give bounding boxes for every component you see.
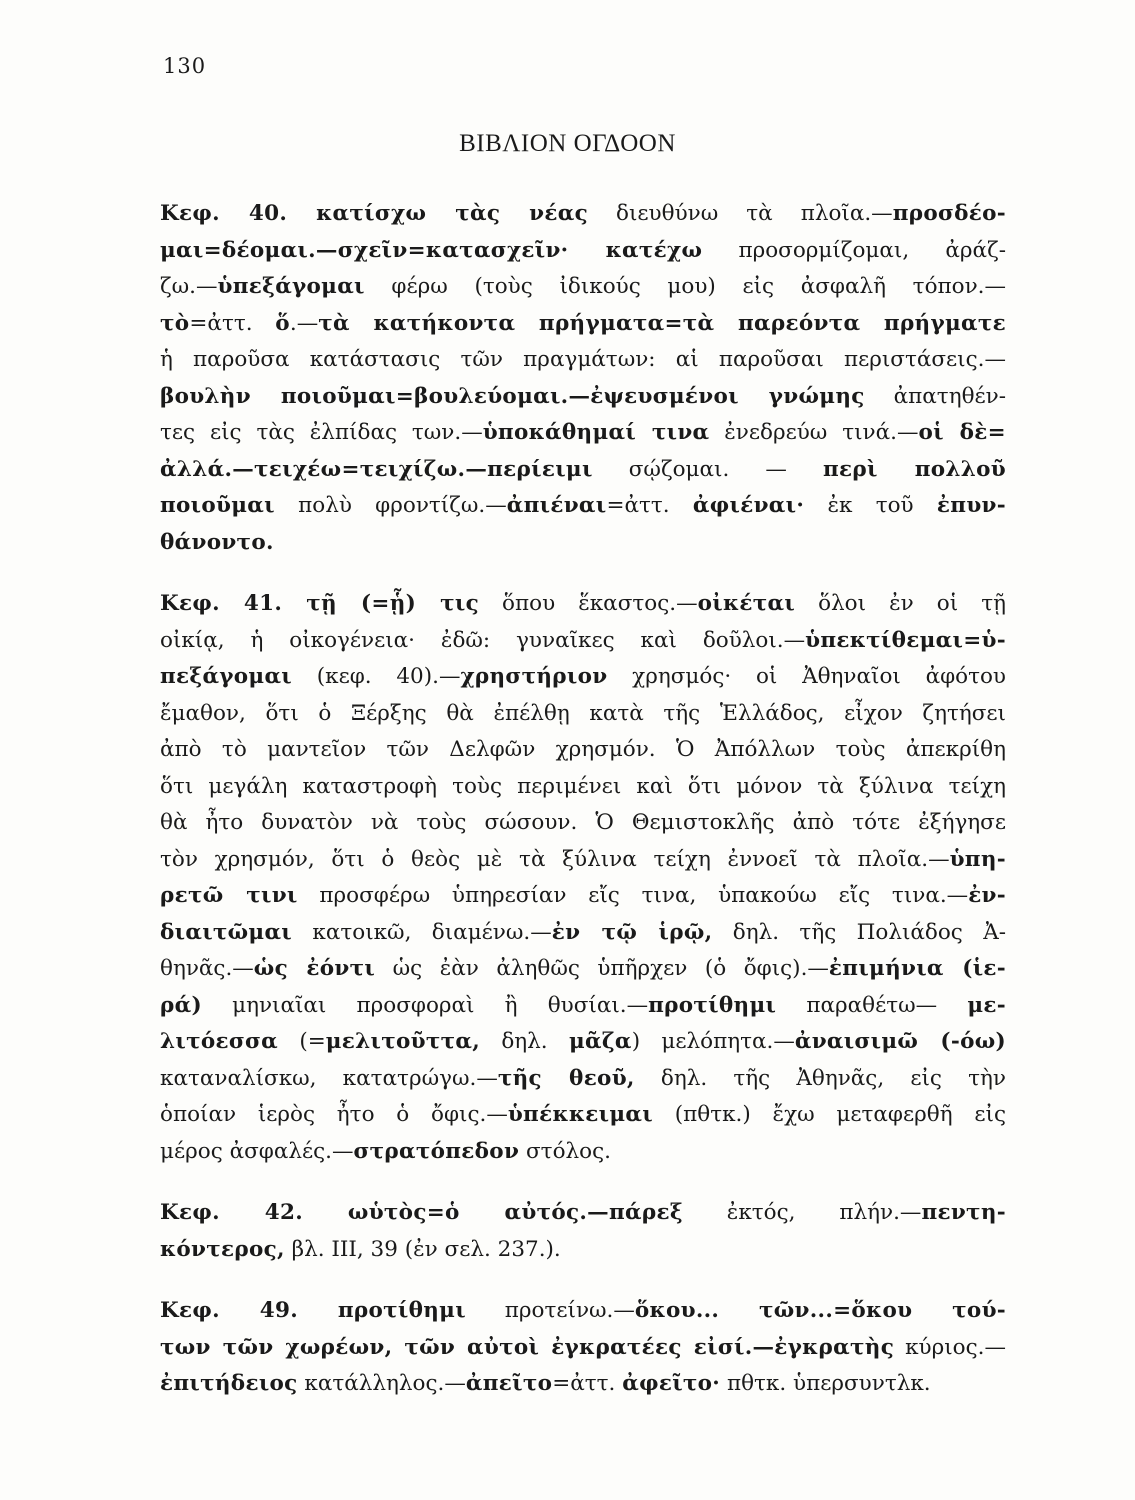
text-line [160,342,1006,379]
text-line [160,1097,1006,1134]
lemma: στρατόπεδον [353,1138,520,1164]
gloss: (πθτκ.) ἔχω μεταφερθῆ εἰς [652,1102,1006,1127]
lemma: Κεφ. 42. ωὑτὸς=ὁ αὐτός.—πάρεξ [160,1200,683,1225]
gloss: δηλ. [480,1029,569,1054]
gloss: κατοικῶ, διαμένω.— [292,919,552,945]
lemma: πεξάγομαι [160,664,293,689]
text-line [160,452,1006,489]
text-line [160,233,1006,270]
gloss: ὡς ἐὰν ἀληθῶς ὑπῆρχεν (ὁ ὄφις).— [375,956,829,981]
text-line [160,842,1006,879]
text-line [160,1330,1006,1367]
gloss: =ἀττ. [552,1371,623,1396]
lemma: ἀναισιμῶ (-όω) [794,1029,1006,1054]
gloss: προσφέρω ὑπηρεσίαν εἴς τινα, ὑπακούω εἴς τινα.— [297,883,969,908]
lemma: τῆς θεοῦ, [497,1065,635,1091]
lemma: ἐπιμήνια (ἱε- [828,956,1006,981]
lemma: ἀπεῖτο [465,1371,553,1396]
gloss: δηλ. τῆς Ἀθηνᾶς, εἰς τὴν [634,1065,1006,1091]
lemma: ρετῶ τινι [160,883,298,908]
lemma: προτίθημι [648,992,777,1018]
chapter-section [160,1195,1006,1268]
gloss: διευθύνω τὰ πλοῖα.— [588,201,893,226]
lemma: οἰκέται [697,591,796,616]
lemma: τὰ κατήκοντα πρήγματα=τὰ παρεόντα πρήγματε [318,310,1006,336]
gloss: ἡ παροῦσα κατάστασις τῶν πραγμάτων: αἱ παροῦσαι περιστάσεις.— [160,347,1006,372]
gloss: ἔμαθον, ὅτι ὁ Ξέρξης θὰ ἐπέλθῃ κατὰ τῆς Ἑλλάδος, εἶχον ζητήσει [160,700,1006,726]
text-line [160,696,1006,733]
page-number: 130 [163,54,207,78]
chapter-section [160,586,1006,1170]
lemma: περὶ πολλοῦ [822,456,1006,482]
lemma: ἐν- [968,883,1006,908]
lemma: με- [967,992,1006,1018]
gloss: καταναλίσκω, κατατρώγω.— [160,1065,498,1091]
gloss: =ἀττ. [606,493,693,518]
text-line [160,915,1006,952]
text-line [160,1232,1006,1269]
lemma: κόντερος, [160,1236,285,1262]
text-line [160,1195,1006,1232]
gloss: ὅτι μεγάλη καταστροφὴ τοὺς περιμένει καὶ ὅτι μόνον τὰ ξύλινα τείχη [160,773,1006,799]
gloss: ζω.— [160,274,218,299]
gloss: κατάλληλος.— [297,1371,466,1396]
lemma: πεντη- [921,1200,1006,1225]
lemma: ὑποκάθημαί τινα [482,420,710,445]
lemma: ἀφιέναι· [692,493,805,518]
gloss: (= [278,1029,326,1054]
lemma: προσδέο- [892,201,1006,226]
lemma: ὑπη- [949,846,1006,872]
gloss: =ἀττ. [189,310,276,336]
lemma: ὅκου... τῶν...=ὅκου τού- [634,1298,1006,1323]
lemma: ὑπεξάγομαι [217,274,365,299]
text-line [160,878,1006,915]
text-line [160,1293,1006,1330]
lemma: μαι=δέομαι.—σχεῖν=κατασχεῖν· κατέχω [160,237,703,263]
lemma: ὅ [275,310,290,336]
lemma: Κεφ. 41. τῇ (=ᾗ) τις [160,591,479,616]
text-line [160,586,1006,623]
lemma: ὑπέκκειμαι [507,1102,653,1127]
lemma: ἐν τῷ ἱρῷ, [551,919,713,945]
gloss: ἐνεδρεύω τινά.— [709,420,919,445]
text-line [160,379,1006,416]
gloss: ἐκτός, πλήν.— [682,1200,922,1225]
text-line [160,988,1006,1025]
gloss: φέρω (τοὺς ἰδικούς μου) εἰς ἀσφαλῆ τόπον.— [364,274,1006,299]
lemma: θάνοντο. [160,529,274,555]
text-line [160,951,1006,988]
lemma: ἐπιτήδειος [160,1371,298,1396]
text-line [160,269,1006,306]
gloss: προσορμίζομαι, ἀράζ- [702,237,1006,263]
gloss: θηνᾶς.— [160,956,254,981]
text-line [160,659,1006,696]
lemma: μελιτοῦττα, [325,1029,481,1054]
lemma: οἱ δὲ= [918,420,1006,445]
gloss: οἰκίᾳ, ἡ οἰκογένεια· ἐδῶ: γυναῖκες καὶ δοῦλοι.— [160,627,806,653]
gloss: στόλος. [519,1138,611,1164]
gloss: ἀπατηθέν- [864,383,1006,409]
gloss: τες εἰς τὰς ἐλπίδας των.— [160,420,483,445]
text-line [160,196,1006,233]
lemma: ὑπεκτίθεμαι=ὑ- [805,627,1006,653]
gloss: πθτκ. ὑπερσυντλκ. [720,1371,931,1396]
gloss: τὸν χρησμόν, ὅτι ὁ θεὸς μὲ τὰ ξύλινα τείχη ἐννοεῖ τὰ πλοῖα.— [160,846,950,872]
running-head: ΒΙΒΛΙΟΝ ΟΓΔΟΟΝ [459,130,676,157]
lemma: ἀλλά.—τειχέω=τειχίζω.—περίειμι [160,456,593,482]
lemma: λιτόεσσα [160,1029,279,1054]
commentary-text [160,196,1006,1428]
gloss: κύριος.— [894,1334,1006,1360]
text-line [160,1134,1006,1171]
lemma: Κεφ. 49. προτίθημι [160,1298,466,1323]
text-line [160,732,1006,769]
gloss: ὅπου ἕκαστος.— [479,591,698,616]
gloss: (κεφ. 40).— [292,664,461,689]
gloss: ἐκ τοῦ [804,493,937,518]
text-line [160,769,1006,806]
chapter-section [160,1293,1006,1403]
lemma: διαιτῶμαι [160,919,293,945]
lemma: Κεφ. 40. κατίσχω τὰς νέας [160,201,589,226]
text-line [160,623,1006,660]
lemma: χρηστήριον [460,664,608,689]
text-line [160,415,1006,452]
lemma: βουλὴν ποιοῦμαι=βουλεύομαι.—ἐψευσμένοι γνώμης [160,383,865,409]
gloss: παραθέτω— [776,992,968,1018]
lemma: τὸ [160,310,190,336]
gloss: ὁποίαν ἱερὸς ἦτο ὁ ὄφις.— [160,1102,508,1127]
lemma: ρά) [160,992,202,1018]
gloss: θὰ ἦτο δυνατὸν νὰ τοὺς σώσουν. Ὁ Θεμιστοκλῆς ἀπὸ τότε ἐξήγησε [160,810,1006,835]
gloss: ) μελόπητα.— [631,1029,795,1054]
text-line [160,1024,1006,1061]
text-line [160,525,1006,562]
text-line [160,1366,1006,1403]
lemma: των τῶν χωρέων, τῶν αὐτοὶ ἐγκρατέες εἰσί.—ἐγκρατὴς [160,1334,895,1360]
gloss: δηλ. τῆς Πολιάδος Ἀ- [712,919,1006,945]
chapter-section [160,196,1006,561]
lemma: ἀπιέναι [506,493,607,518]
text-line [160,306,1006,343]
lemma: μᾶζα [568,1029,632,1054]
lemma: ἀφεῖτο· [622,1371,721,1396]
gloss: μηνιαῖαι προσφοραὶ ἢ θυσίαι.— [201,992,649,1018]
lemma: ποιοῦμαι [160,493,275,518]
text-line [160,488,1006,525]
lemma: ἐπυν- [936,493,1006,518]
gloss: μέρος ἀσφαλές.— [160,1138,354,1164]
gloss: ἀπὸ τὸ μαντεῖον τῶν Δελφῶν χρησμόν. Ὁ Ἀπόλλων τοὺς ἀπεκρίθη [160,737,1006,762]
gloss: χρησμός· οἱ Ἀθηναῖοι ἀφότου [607,664,1006,689]
gloss: βλ. III, 39 (ἐν σελ. 237.). [284,1236,561,1262]
text-line [160,805,1006,842]
gloss: προτείνω.— [465,1298,635,1323]
gloss: σῴζομαι. — [592,456,823,482]
lemma: ὡς ἐόντι [253,956,376,981]
gloss: πολὺ φροντίζω.— [274,493,507,518]
gloss: ὅλοι ἐν οἱ τῇ [795,591,1006,616]
text-line [160,1061,1006,1098]
gloss: .— [289,310,319,336]
